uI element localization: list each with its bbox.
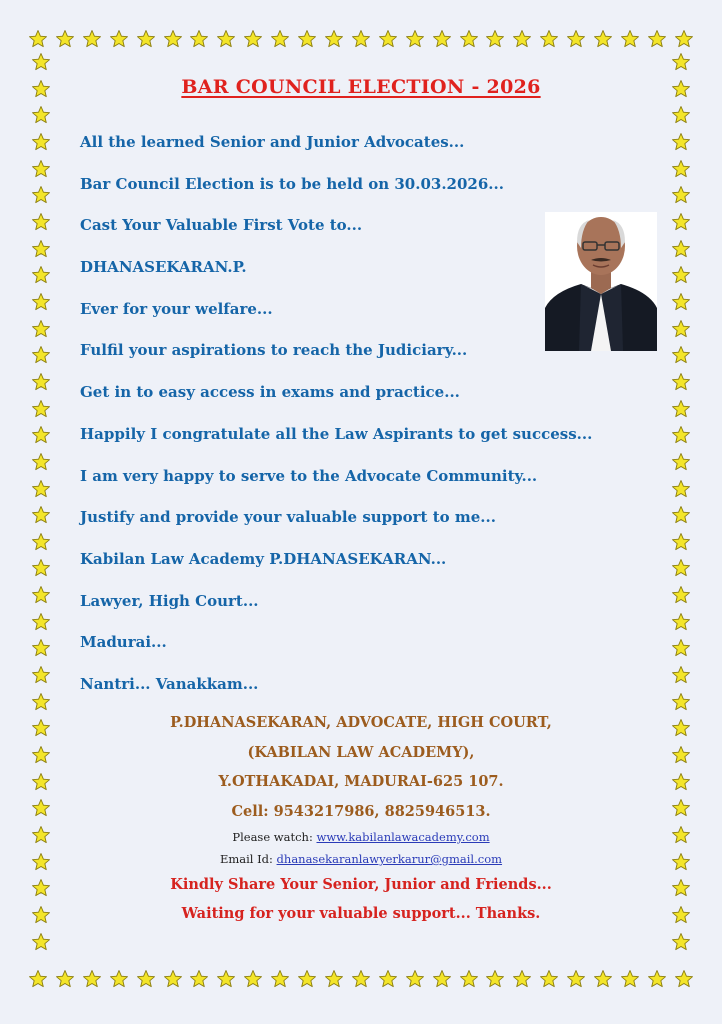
star-icon [31, 372, 51, 392]
star-icon [593, 969, 613, 989]
candidate-name: DHANASEKARAN.P. [80, 258, 247, 277]
message-line: Madurai... [80, 633, 167, 652]
star-icon [109, 29, 129, 49]
star-icon [459, 969, 479, 989]
message-line: Fulfil your aspirations to reach the Judiciary... [80, 341, 468, 360]
star-icon [539, 29, 559, 49]
star-icon [671, 612, 691, 632]
star-icon [31, 452, 51, 472]
poster-title: BAR COUNCIL ELECTION - 2026 [181, 76, 541, 98]
star-icon [31, 425, 51, 445]
star-icon [671, 319, 691, 339]
star-icon [31, 585, 51, 605]
star-icon [31, 239, 51, 259]
address-line: P.DHANASEKARAN, ADVOCATE, HIGH COURT, [170, 714, 552, 731]
star-icon [512, 969, 532, 989]
message-line: Kabilan Law Academy P.DHANASEKARAN... [80, 549, 447, 568]
star-icon [647, 969, 667, 989]
star-icon [297, 29, 317, 49]
star-icon [671, 345, 691, 365]
star-icon [270, 969, 290, 989]
message-line: Bar Council Election is to be held on 30.03.2026... [80, 174, 504, 193]
message-line: Lawyer, High Court... [80, 591, 259, 610]
star-icon [620, 29, 640, 49]
star-icon [31, 479, 51, 499]
star-icon [324, 969, 344, 989]
star-icon [671, 452, 691, 472]
star-icon [31, 532, 51, 552]
star-icon [671, 425, 691, 445]
cell-numbers: Cell: 9543217986, 8825946513. [231, 802, 491, 820]
star-icon [671, 52, 691, 72]
star-icon [31, 558, 51, 578]
star-icon [28, 969, 48, 989]
star-icon [671, 638, 691, 658]
message-line: Ever for your welfare... [80, 299, 273, 318]
star-icon [31, 505, 51, 525]
message-line: Justify and provide your valuable support to me... [80, 508, 496, 527]
star-icon [671, 212, 691, 232]
message-line: Nantri... Vanakkam... [80, 674, 259, 693]
star-icon [31, 612, 51, 632]
star-icon [671, 505, 691, 525]
star-icon [82, 969, 102, 989]
star-icon [243, 969, 263, 989]
star-icon [82, 29, 102, 49]
star-icon [432, 29, 452, 49]
contact-footer [0, 708, 722, 928]
star-icon [31, 665, 51, 685]
email-link[interactable]: dhanasekaranlawyerkarur@gmail.com [276, 852, 503, 866]
email-line [0, 848, 722, 870]
star-icon [674, 29, 694, 49]
star-icon [31, 185, 51, 205]
message-line: Get in to easy access in exams and practice... [80, 383, 460, 402]
star-icon [539, 969, 559, 989]
thanks-line: Waiting for your valuable support... Thanks. [181, 905, 541, 922]
star-icon [163, 969, 183, 989]
star-icon [31, 292, 51, 312]
star-icon [28, 29, 48, 49]
star-icon [671, 665, 691, 685]
star-icon [647, 29, 667, 49]
star-icon [136, 969, 156, 989]
star-icon [671, 265, 691, 285]
star-icon [324, 29, 344, 49]
star-icon [270, 29, 290, 49]
star-icon [189, 29, 209, 49]
email-label: Email Id: [219, 852, 273, 866]
star-border-bottom [28, 966, 694, 992]
star-icon [674, 969, 694, 989]
star-icon [485, 969, 505, 989]
message-line: All the learned Senior and Junior Advocates... [80, 133, 465, 151]
star-icon [671, 132, 691, 152]
star-icon [31, 265, 51, 285]
star-icon [671, 479, 691, 499]
star-icon [671, 372, 691, 392]
star-icon [109, 969, 129, 989]
star-icon [351, 29, 371, 49]
star-icon [31, 399, 51, 419]
star-icon [671, 292, 691, 312]
star-icon [459, 29, 479, 49]
star-icon [671, 932, 691, 952]
star-icon [512, 29, 532, 49]
star-icon [216, 969, 236, 989]
star-icon [405, 969, 425, 989]
address-line: (KABILAN LAW ACADEMY), [247, 743, 475, 761]
star-icon [297, 969, 317, 989]
star-icon [405, 29, 425, 49]
star-icon [378, 969, 398, 989]
star-icon [243, 29, 263, 49]
candidate-photo [545, 212, 657, 351]
message-line: Happily I congratulate all the Law Aspirants to get success... [80, 424, 593, 443]
message-line: I am very happy to serve to the Advocate Community... [80, 466, 538, 485]
share-request: Kindly Share Your Senior, Junior and Friends... [170, 876, 552, 893]
star-icon [485, 29, 505, 49]
star-icon [593, 29, 613, 49]
star-icon [31, 52, 51, 72]
message-line: Cast Your Valuable First Vote to... [80, 216, 363, 235]
star-icon [351, 969, 371, 989]
star-icon [671, 558, 691, 578]
star-icon [31, 132, 51, 152]
website-link[interactable]: www.kabilanlawacademy.com [316, 830, 490, 844]
website-line [0, 826, 722, 848]
star-icon [31, 932, 51, 952]
star-icon [31, 159, 51, 179]
star-icon [432, 969, 452, 989]
star-icon [55, 29, 75, 49]
star-icon [671, 159, 691, 179]
star-icon [566, 29, 586, 49]
star-icon [189, 969, 209, 989]
star-icon [31, 212, 51, 232]
star-icon [620, 969, 640, 989]
person-portrait-icon [545, 212, 657, 351]
star-icon [671, 585, 691, 605]
star-icon [216, 29, 236, 49]
star-icon [31, 319, 51, 339]
star-icon [55, 969, 75, 989]
star-icon [566, 969, 586, 989]
star-icon [671, 105, 691, 125]
star-icon [31, 638, 51, 658]
star-icon [163, 29, 183, 49]
star-icon [136, 29, 156, 49]
star-icon [671, 532, 691, 552]
website-label: Please watch: [232, 830, 313, 844]
star-icon [671, 185, 691, 205]
star-icon [671, 399, 691, 419]
star-border-top [28, 26, 694, 52]
star-icon [378, 29, 398, 49]
star-icon [671, 239, 691, 259]
address-line: Y.OTHAKADAI, MADURAI-625 107. [218, 773, 504, 790]
star-icon [31, 105, 51, 125]
star-icon [31, 345, 51, 365]
